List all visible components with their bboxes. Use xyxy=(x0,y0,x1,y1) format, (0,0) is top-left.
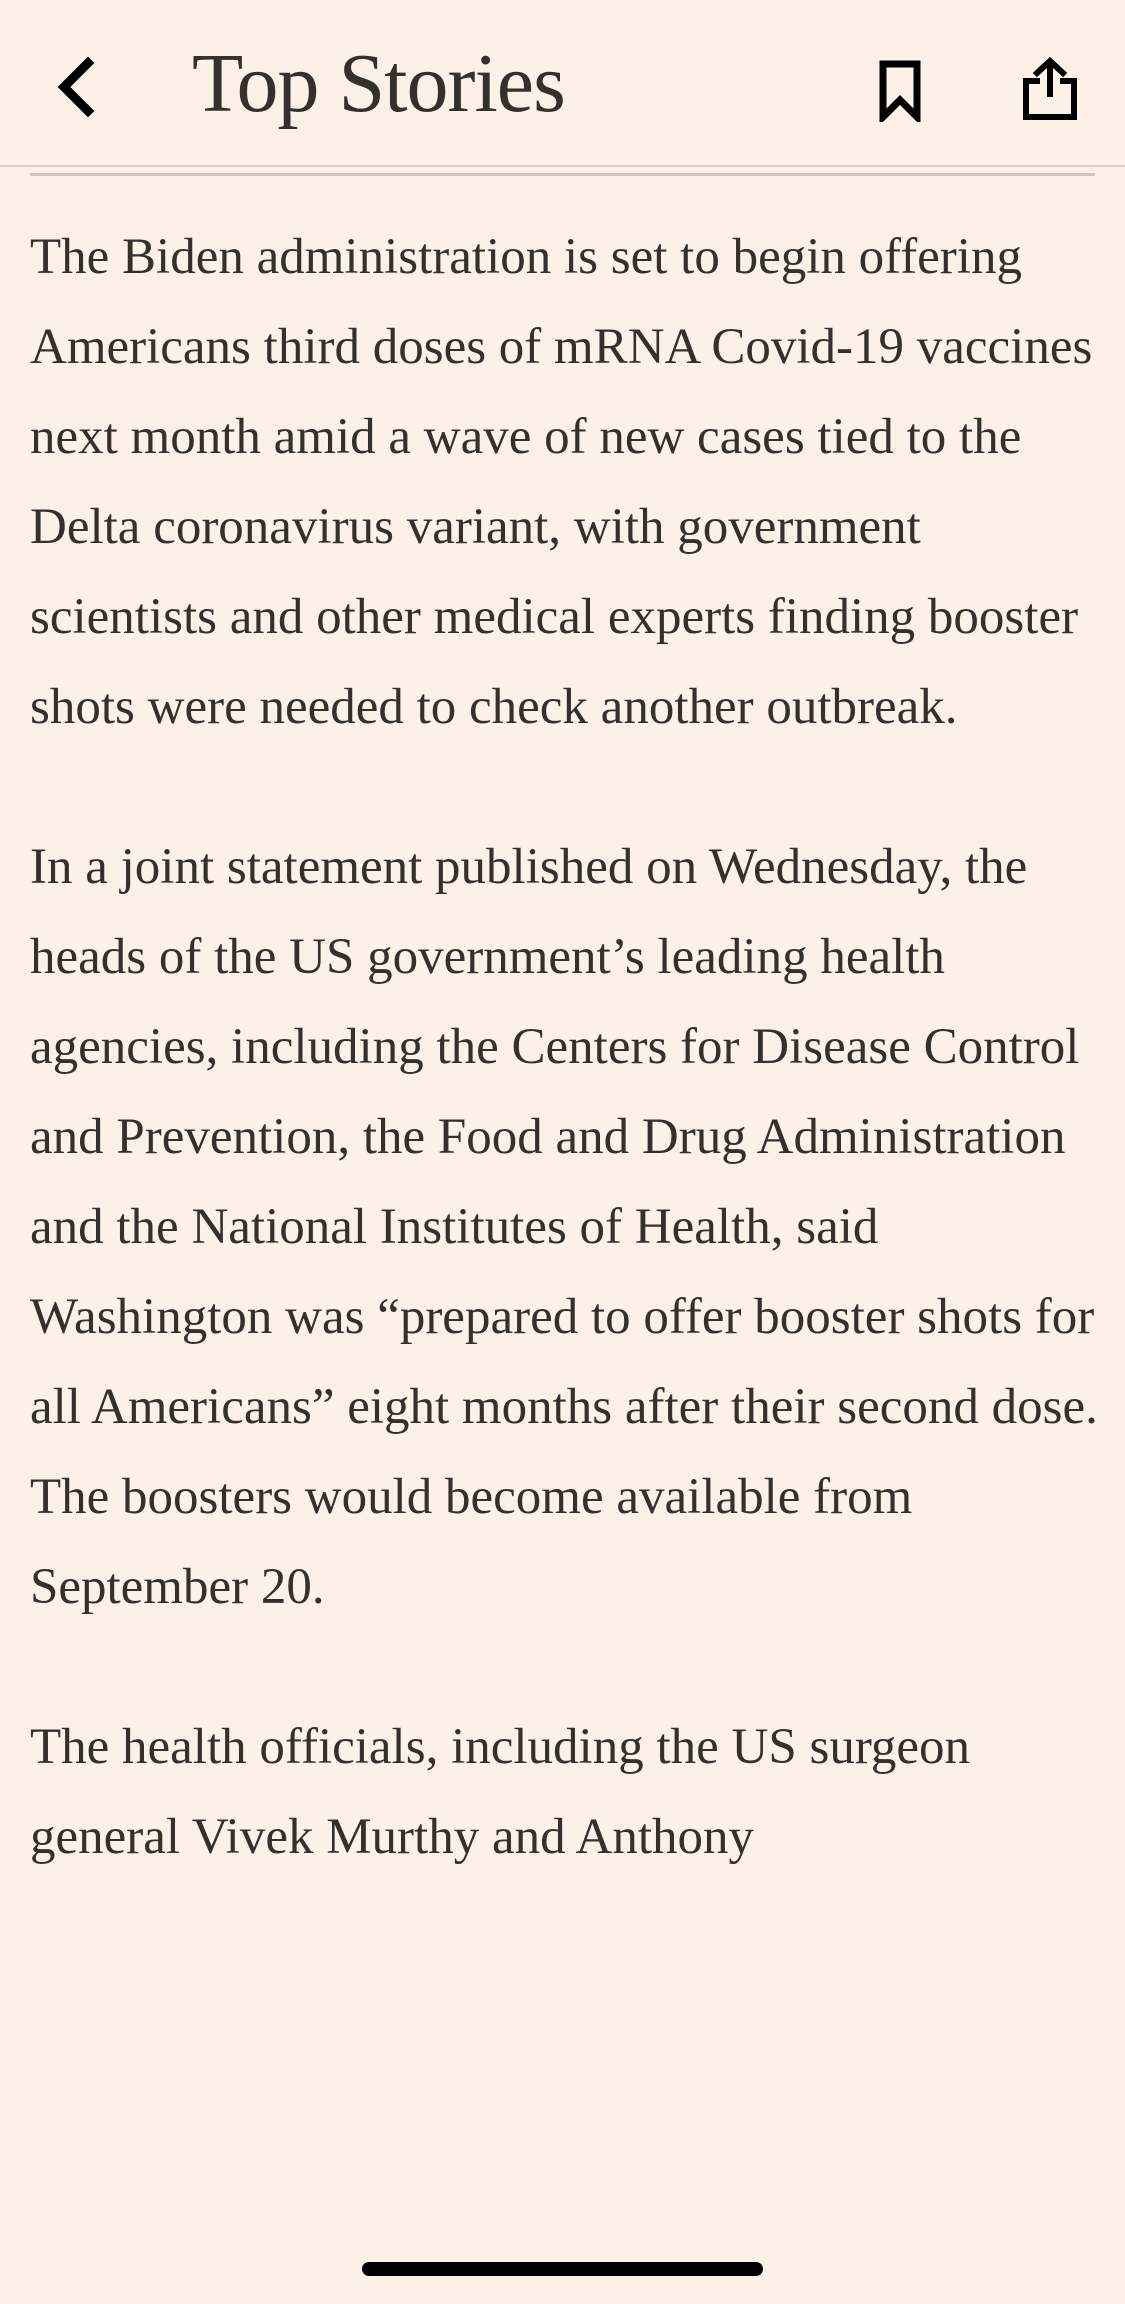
header-divider xyxy=(0,165,1125,167)
article-body xyxy=(30,212,1100,1952)
article-paragraph: The Biden administration is set to begin offering Americans third doses of mRNA Covid-19 vaccines next month amid a wave of new cases tied to the Delta coronavirus variant, with government scientists and other medical experts finding booster shots were needed to check another outbreak. xyxy=(30,229,1093,735)
article-paragraph: The health officials, including the US surgeon general Vivek Murthy and Anthony xyxy=(30,1719,971,1865)
chevron-left-icon xyxy=(54,57,98,117)
share-icon xyxy=(1022,57,1078,121)
top-bar xyxy=(0,0,1125,168)
share-button[interactable] xyxy=(1015,44,1085,134)
home-indicator[interactable] xyxy=(362,2262,763,2276)
page-title: Top Stories xyxy=(192,37,565,130)
content-divider xyxy=(30,173,1095,176)
back-button[interactable] xyxy=(40,42,112,132)
bookmark-button[interactable] xyxy=(870,46,930,136)
bookmark-icon xyxy=(878,60,922,122)
article-paragraph: In a joint statement published on Wednesday, the heads of the US government’s leading health agencies, including the Centers for Disease Control and Prevention, the Food and Drug Administration and the National Institutes of Health, said Washington was “prepared to offer booster shots for all Americans” eight months after their second dose. The boosters would become available from September 20. xyxy=(30,839,1098,1615)
